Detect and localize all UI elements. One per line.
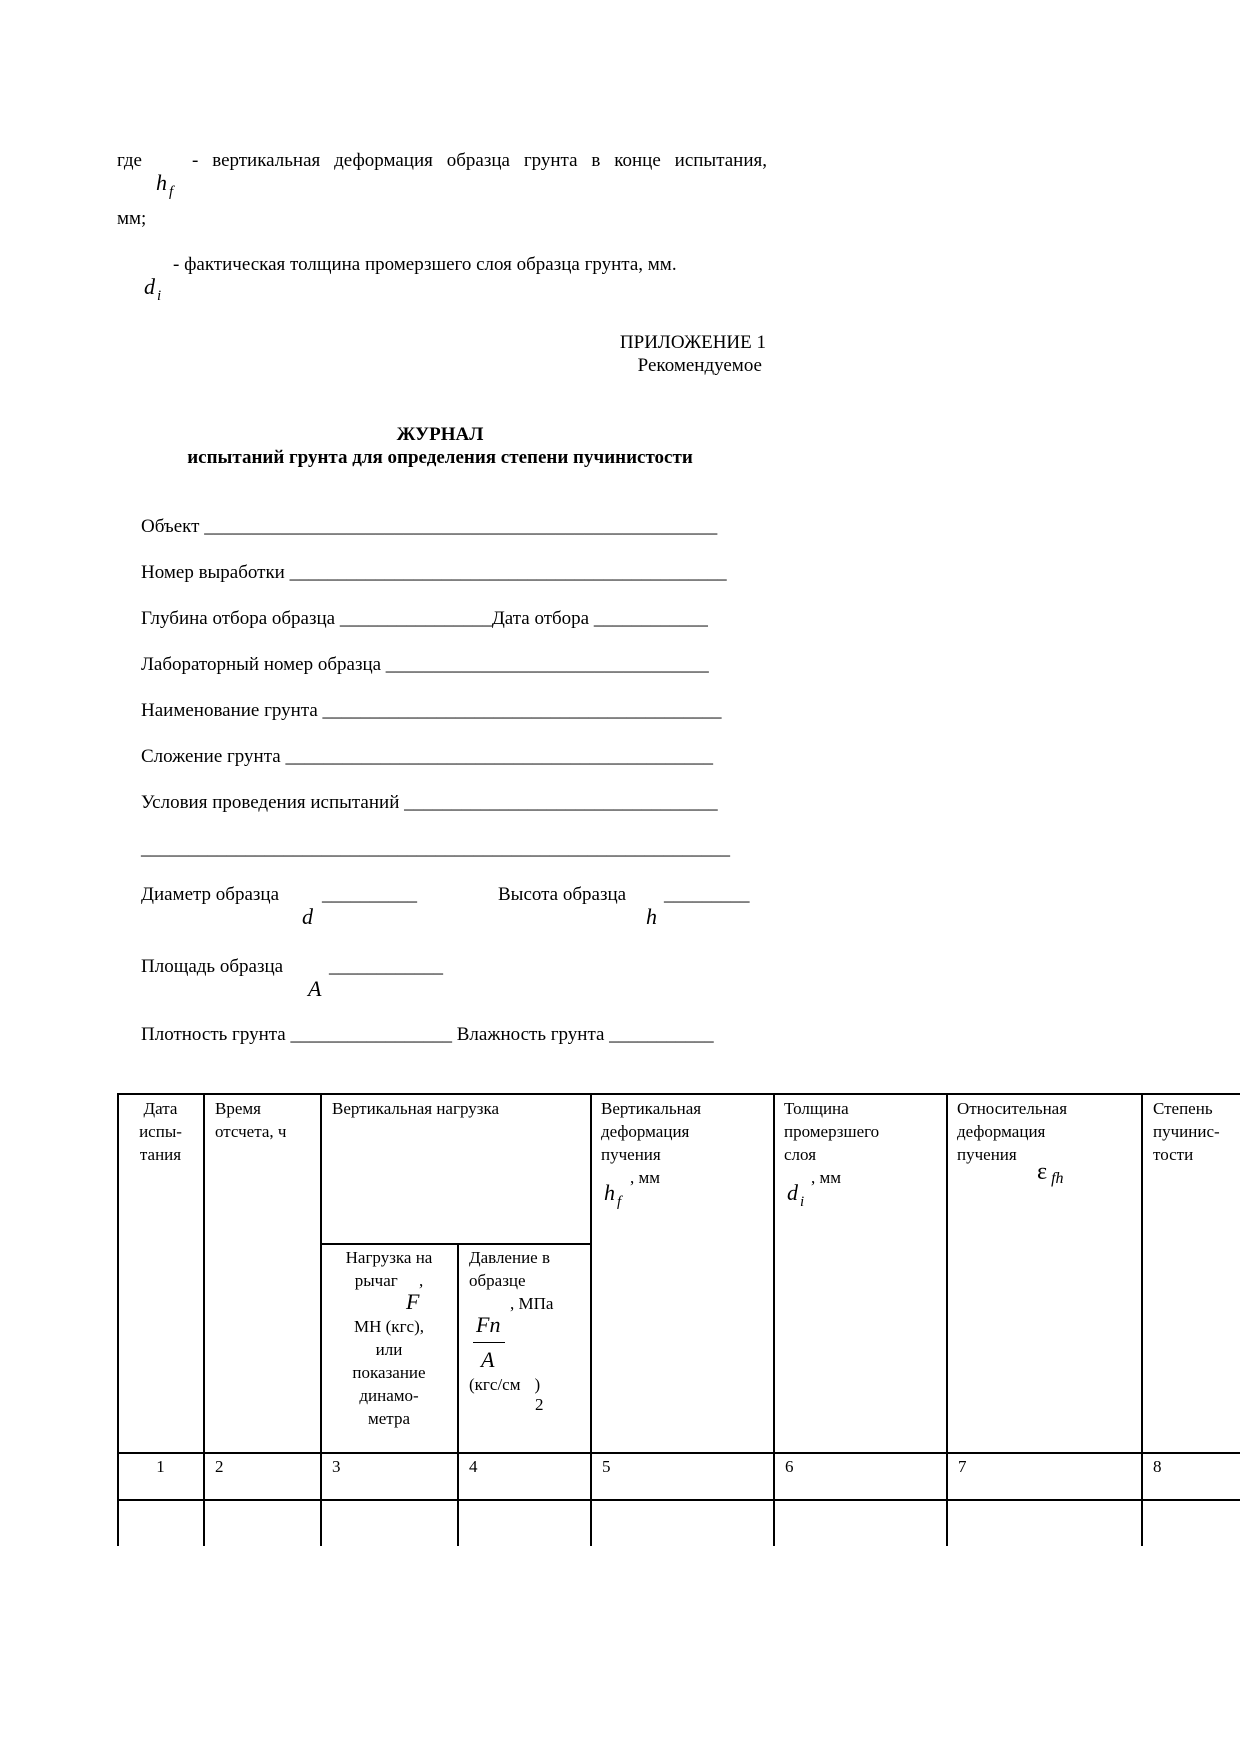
di-definition: - фактическая толщина промерзшего слоя образца грунта, мм.	[173, 254, 677, 275]
force-symbol: F	[406, 1289, 420, 1314]
where-label: где	[117, 150, 142, 171]
conditions-continuation-line[interactable]: ______________________________________________________________	[141, 838, 730, 859]
column-number: 7	[958, 1457, 967, 1476]
diameter-label: Диаметр образца	[141, 884, 280, 905]
header-test-date: Дата испы- тания	[139, 1099, 182, 1164]
height-symbol: h	[646, 904, 657, 929]
soil-composition-field[interactable]: Сложение грунта _____________________________________________	[141, 746, 713, 767]
thickness-unit: , мм	[811, 1168, 842, 1187]
table-cell-empty[interactable]	[322, 1501, 457, 1546]
thickness-symbol: d $_i$	[787, 1180, 805, 1210]
table-cell-empty[interactable]	[948, 1501, 1141, 1546]
depth-date-field[interactable]: Глубина отбора образца ________________Дата отбора ____________	[141, 608, 708, 629]
di-symbol: d $_i$	[144, 274, 162, 304]
fraction-denominator: A	[481, 1347, 495, 1372]
table-cell-empty[interactable]	[205, 1501, 320, 1546]
hf-unit: мм;	[117, 208, 147, 229]
header-frozen-thickness: Толщина промерзшего слоя	[784, 1099, 880, 1164]
header-reading-time: Время отсчета, ч	[215, 1099, 287, 1141]
column-number: 4	[469, 1457, 478, 1476]
header-vertical-load: Вертикальная нагрузка	[332, 1099, 499, 1118]
table-cell-empty[interactable]	[119, 1501, 203, 1546]
column-number: 3	[332, 1457, 341, 1476]
diameter-field[interactable]: __________	[322, 884, 417, 905]
object-field[interactable]: Объект ______________________________________________________	[141, 516, 718, 537]
hf-symbol: h $_f$	[156, 170, 174, 200]
header-sample-pressure: Давление в образце	[469, 1248, 550, 1290]
table-cell-empty[interactable]	[459, 1501, 590, 1546]
area-symbol: A	[308, 976, 322, 1001]
header-heave-degree: Степень пучинис- тости	[1153, 1099, 1220, 1164]
pressure-unit: , МПа	[510, 1294, 554, 1313]
area-label: Площадь образца	[141, 956, 284, 977]
journal-subtitle: испытаний грунта для определения степени пучинистости	[187, 447, 693, 468]
fraction-numerator: Fn	[476, 1312, 501, 1337]
table-cell-empty[interactable]	[775, 1501, 946, 1546]
height-label: Высота образца	[498, 884, 627, 905]
journal-title: ЖУРНАЛ	[396, 424, 484, 445]
hf-definition: - вертикальная деформация образца грунта в конце испытания,	[192, 150, 767, 171]
conditions-field[interactable]: Условия проведения испытаний _________________________________	[141, 792, 718, 813]
relative-deformation-symbol: εfh	[1037, 1159, 1064, 1187]
heave-unit: , мм	[630, 1168, 661, 1187]
column-number: 2	[215, 1457, 224, 1476]
column-number: 8	[1153, 1457, 1162, 1476]
header-lever-load-units: МН (кгс), или показание динамо- метра	[352, 1317, 426, 1428]
lab-number-field[interactable]: Лабораторный номер образца __________________________________	[141, 654, 709, 675]
diameter-symbol: d	[302, 904, 313, 929]
table-cell-empty[interactable]	[1143, 1501, 1240, 1546]
header-relative-deformation: Относительная деформация пучения	[957, 1099, 1068, 1164]
appendix-subtitle: Рекомендуемое	[637, 355, 762, 376]
heave-symbol: h $_f$	[604, 1180, 622, 1210]
pressure-exponent: 2	[535, 1395, 544, 1414]
pressure-kgs-unit: (кгс/см )	[469, 1375, 541, 1394]
work-number-field[interactable]: Номер выработки ______________________________________________	[141, 562, 727, 583]
area-field[interactable]: ____________	[329, 956, 443, 977]
appendix-title: ПРИЛОЖЕНИЕ 1	[619, 332, 766, 353]
height-field[interactable]: _________	[664, 884, 750, 905]
column-number: 6	[785, 1457, 794, 1476]
header-lever-load: Нагрузка на рычаг ,	[345, 1248, 433, 1290]
header-heave-deformation: Вертикальная деформация пучения	[601, 1099, 702, 1164]
column-number: 5	[602, 1457, 611, 1476]
table-cell-empty[interactable]	[592, 1501, 773, 1546]
density-moisture-field[interactable]: Плотность грунта _________________ Влажность грунта ___________	[141, 1024, 714, 1045]
column-number: 1	[156, 1457, 165, 1476]
soil-name-field[interactable]: Наименование грунта __________________________________________	[141, 700, 722, 721]
